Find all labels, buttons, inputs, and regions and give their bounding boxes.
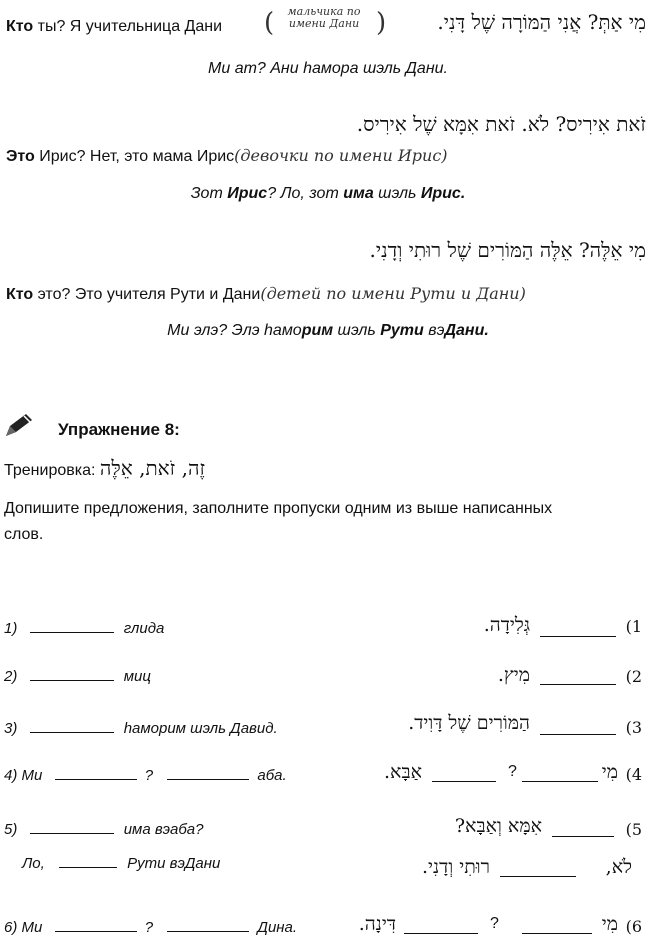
item-5-left [4,818,204,838]
item-6-left-q: ? [144,919,154,936]
item-6-right-blank-2[interactable] [404,917,478,934]
item-6-right-blank-1[interactable] [522,917,592,934]
hebrew-sentence-2: זֹאת אִירִיס? לֹא. זֹאת אִמָּא שֶׁל אִירִיס. [356,112,646,136]
item-3-left-text: hаморим шэль Давид. [123,720,278,737]
item-2-num-left: 2) [4,668,18,685]
item-1-num-right: (1 [625,617,642,636]
translit-2-a: Зот [190,185,228,202]
paren-open-icon: ( [264,8,275,38]
item-6-left-b: Дина. [257,919,298,936]
item-4-left-blank-1[interactable] [55,764,137,780]
item-6-num-right: (6 [625,917,642,936]
translit-3-b: рим [301,322,334,339]
item-3-right-text: הַמּוֹרִים שֶׁל דָּוִיד. [408,712,530,734]
ru-sentence-3-rest: это? Это учителя Рути и Дани [33,286,261,303]
item-2-left [4,665,151,685]
item-6-left [4,916,297,936]
item-4-num-left: 4) [4,767,18,784]
translit-3-a: Ми элэ? Элэ hамо [167,322,302,339]
item-6-left-a: Ми [21,919,43,936]
paren-close-icon: ) [376,8,387,38]
ru-sentence-2-bold: Это [6,148,35,165]
ru-sentence-3 [6,284,526,304]
item-4-left-blank-2[interactable] [167,764,249,780]
item-5-left-sub-b: Рути вэДани [127,855,221,872]
item-6-left-blank-1[interactable] [55,916,137,932]
item-4-left-q: ? [144,767,154,784]
ru-sentence-1-note [268,6,380,30]
training-line [4,456,205,481]
item-5-right-sub-a: לֹא, [605,856,632,878]
ru-sentence-3-bold: Кто [6,286,34,303]
translit-sentence-2 [0,185,656,203]
ru-sentence-1-bold: Кто [6,18,34,35]
item-5-left-sub-blank[interactable] [59,852,117,868]
translit-2-e: шэль [373,185,421,202]
item-2-num-right: (2 [625,667,642,686]
item-6-left-blank-2[interactable] [167,916,249,932]
item-4-right-b: אַבָּא. [384,761,422,783]
instruction-line-2: слов. [4,526,44,543]
training-label: Тренировка: [4,462,100,479]
item-6-right-b: דִּינָה. [358,913,396,935]
ru-sentence-1-note-line1: мальчика по [287,5,361,18]
item-6-right-mi: מִי [601,913,618,935]
hebrew-sentence-3: מִי אֵלֶּה? אֵלֶּה הַמּוֹרִים שֶׁל רוּתִי וְדָנִי. [369,238,646,262]
exercise-title: Упражнение 8: [58,420,180,439]
item-6-right-q: ? [490,915,499,932]
item-1-right-text: גְּלִידָה. [483,614,530,636]
item-4-left [4,764,287,784]
item-5-right-sub-b: רוּתִי וְדָנִי. [421,856,490,878]
item-1-right-blank[interactable] [540,620,616,637]
item-5-right-sub-blank[interactable] [500,860,576,877]
item-4-num-right: (4 [625,765,642,784]
item-1-left [4,617,164,637]
ru-sentence-1-rest: ты? Я учительница Дани [33,18,223,35]
translit-3-f: Дани. [444,322,489,339]
translit-2-c: ? Ло, зот [267,185,344,202]
item-5-left-sub-a: Ло, [22,855,45,872]
item-4-left-a: Ми [21,767,43,784]
item-3-right-blank[interactable] [540,718,616,735]
translit-3-d: Рути [380,322,424,339]
item-2-right-blank[interactable] [540,668,616,685]
ru-sentence-3-note: (детей по имени Рути и Дани) [260,284,526,303]
hebrew-sentence-1: מִי אַתְּ? אֲנִי הַמּוֹרָה שֶׁל דָּנִי. [437,10,646,34]
ru-sentence-2-note: (девочки по имени Ирис) [234,146,448,165]
item-5-num-right: (5 [625,820,642,839]
item-2-left-text: миц [123,668,151,685]
item-4-right-blank-2[interactable] [432,765,496,782]
translit-sentence-1: Ми ат? Ани hамора шэль Дани. [208,60,448,77]
item-3-left-blank[interactable] [30,717,114,733]
translit-3-e: вэ [423,322,445,339]
item-4-right-mi: מִי [601,761,618,783]
item-5-right-blank[interactable] [552,820,614,837]
item-5-num-left: 5) [4,821,18,838]
item-5-right-text: אִמָּא וְאַבָּא? [454,815,542,837]
item-4-right-q: ? [508,763,517,780]
item-3-left [4,717,278,737]
item-3-num-right: (3 [625,718,642,737]
pencil-icon [4,412,34,438]
item-5-left-blank[interactable] [30,818,114,834]
item-5-left-text: има вэаба? [123,821,204,838]
translit-sentence-3 [0,322,656,340]
item-1-num-left: 1) [4,620,18,637]
translit-2-b: Ирис [227,185,268,202]
translit-3-c: шэль [333,322,381,339]
ru-sentence-1-note-line2: имени Дани [288,17,360,30]
item-3-num-left: 3) [4,720,18,737]
item-5-left-sub [22,852,220,872]
ru-sentence-2 [6,146,448,166]
item-4-right-blank-1[interactable] [522,765,598,782]
item-1-left-text: глида [123,620,165,637]
item-6-num-left: 6) [4,919,18,936]
item-1-left-blank[interactable] [30,617,114,633]
ru-sentence-2-rest: Ирис? Нет, это мама Ирис [34,148,235,165]
ru-sentence-1 [6,18,222,36]
item-2-right-text: מִיץ. [497,664,530,686]
item-2-left-blank[interactable] [30,665,114,681]
training-words: זֶה, זֹאת, אֵלֶּה [99,456,206,480]
item-4-left-b: аба. [257,767,287,784]
instruction-line-1: Допишите предложения, заполните пропуски одним из выше написанных [4,500,553,517]
translit-2-d: има [343,185,374,202]
translit-2-f: Ирис. [420,185,466,202]
